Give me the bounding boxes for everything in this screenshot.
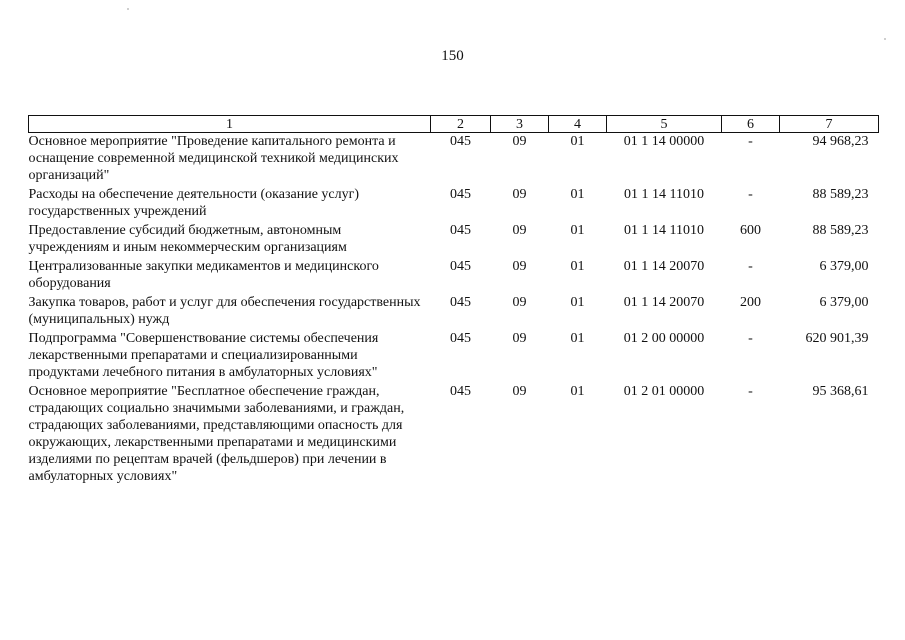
row-subsection-code: 01 <box>570 223 585 238</box>
row-subsection-code: 01 <box>570 187 585 202</box>
table-row <box>29 330 879 383</box>
row-subsection-code: 01 <box>570 259 585 274</box>
row-target-article: 01 1 14 20070 <box>623 295 705 310</box>
row-target-article: 01 2 01 00000 <box>623 384 705 399</box>
row-amount: 6 379,00 <box>819 295 869 310</box>
row-target-article: 01 1 14 00000 <box>623 134 705 149</box>
column-header-7: 7 <box>780 116 879 133</box>
row-name: Предоставление субсидий бюджетным, автономным учреждениям и иным некоммерческим организациям <box>28 223 347 255</box>
table-row <box>29 222 879 258</box>
row-section-code: 09 <box>512 259 527 274</box>
row-target-article: 01 2 00 00000 <box>623 331 705 346</box>
table-body <box>29 133 879 488</box>
row-name: Централизованные закупки медикаментов и медицинского оборудования <box>28 259 379 291</box>
row-ministry-code: 045 <box>450 259 471 274</box>
table-row <box>29 258 879 294</box>
row-section-code: 09 <box>512 134 527 149</box>
row-section-code: 09 <box>512 223 527 238</box>
row-name: Подпрограмма "Совершенствование системы обеспечения лекарственными препаратами и специализированными продуктами лечебного питания в амбулаторных условиях" <box>28 331 379 380</box>
budget-table <box>28 115 879 487</box>
row-subsection-code: 01 <box>570 384 585 399</box>
table-header <box>29 116 879 133</box>
row-ministry-code: 045 <box>450 331 471 346</box>
column-header-6: 6 <box>722 116 780 133</box>
row-expense-type: - <box>748 187 753 202</box>
column-header-3: 3 <box>491 116 549 133</box>
row-ministry-code: 045 <box>450 223 471 238</box>
row-ministry-code: 045 <box>450 295 471 310</box>
row-amount: 88 589,23 <box>812 223 869 238</box>
row-expense-type: 200 <box>740 295 761 310</box>
row-amount: 620 901,39 <box>805 331 869 346</box>
row-target-article: 01 1 14 20070 <box>623 259 705 274</box>
row-section-code: 09 <box>512 384 527 399</box>
row-amount: 95 368,61 <box>812 384 869 399</box>
header-row <box>29 116 879 133</box>
row-expense-type: - <box>748 331 753 346</box>
table-row <box>29 294 879 330</box>
row-name: Закупка товаров, работ и услуг для обеспечения государственных (муниципальных) нужд <box>28 295 421 327</box>
column-header-1: 1 <box>29 116 431 133</box>
row-section-code: 09 <box>512 331 527 346</box>
row-section-code: 09 <box>512 295 527 310</box>
row-name: Основное мероприятие "Проведение капитального ремонта и оснащение современной медицинской техникой медицинских организаций" <box>28 134 399 183</box>
row-subsection-code: 01 <box>570 331 585 346</box>
column-header-2: 2 <box>431 116 491 133</box>
row-subsection-code: 01 <box>570 295 585 310</box>
row-ministry-code: 045 <box>450 187 471 202</box>
row-amount: 88 589,23 <box>812 187 869 202</box>
row-ministry-code: 045 <box>450 134 471 149</box>
row-expense-type: 600 <box>740 223 761 238</box>
row-name: Расходы на обеспечение деятельности (оказание услуг) государственных учреждений <box>28 187 360 219</box>
scan-speck <box>127 8 129 10</box>
row-target-article: 01 1 14 11010 <box>624 223 704 238</box>
row-section-code: 09 <box>512 187 527 202</box>
row-expense-type: - <box>748 384 753 399</box>
row-amount: 6 379,00 <box>819 259 869 274</box>
row-subsection-code: 01 <box>570 134 585 149</box>
row-target-article: 01 1 14 11010 <box>624 187 704 202</box>
page-number: 150 <box>441 48 464 64</box>
row-amount: 94 968,23 <box>812 134 869 149</box>
table-row <box>29 133 879 187</box>
row-name: Основное мероприятие "Бесплатное обеспечение граждан, страдающих социально значимыми заболеваниями, и граждан, страдающих заболеваниями, представляющими опасность для окружающих, лекарственными препаратами и медицинскими изделиями по рецептам врачей (фельдшеров) при лечении в амбулаторных условиях" <box>28 384 405 484</box>
row-ministry-code: 045 <box>450 384 471 399</box>
row-expense-type: - <box>748 134 753 149</box>
table-row <box>29 186 879 222</box>
table-row <box>29 383 879 487</box>
column-header-4: 4 <box>549 116 607 133</box>
row-expense-type: - <box>748 259 753 274</box>
column-header-5: 5 <box>607 116 722 133</box>
scan-speck <box>884 38 886 40</box>
